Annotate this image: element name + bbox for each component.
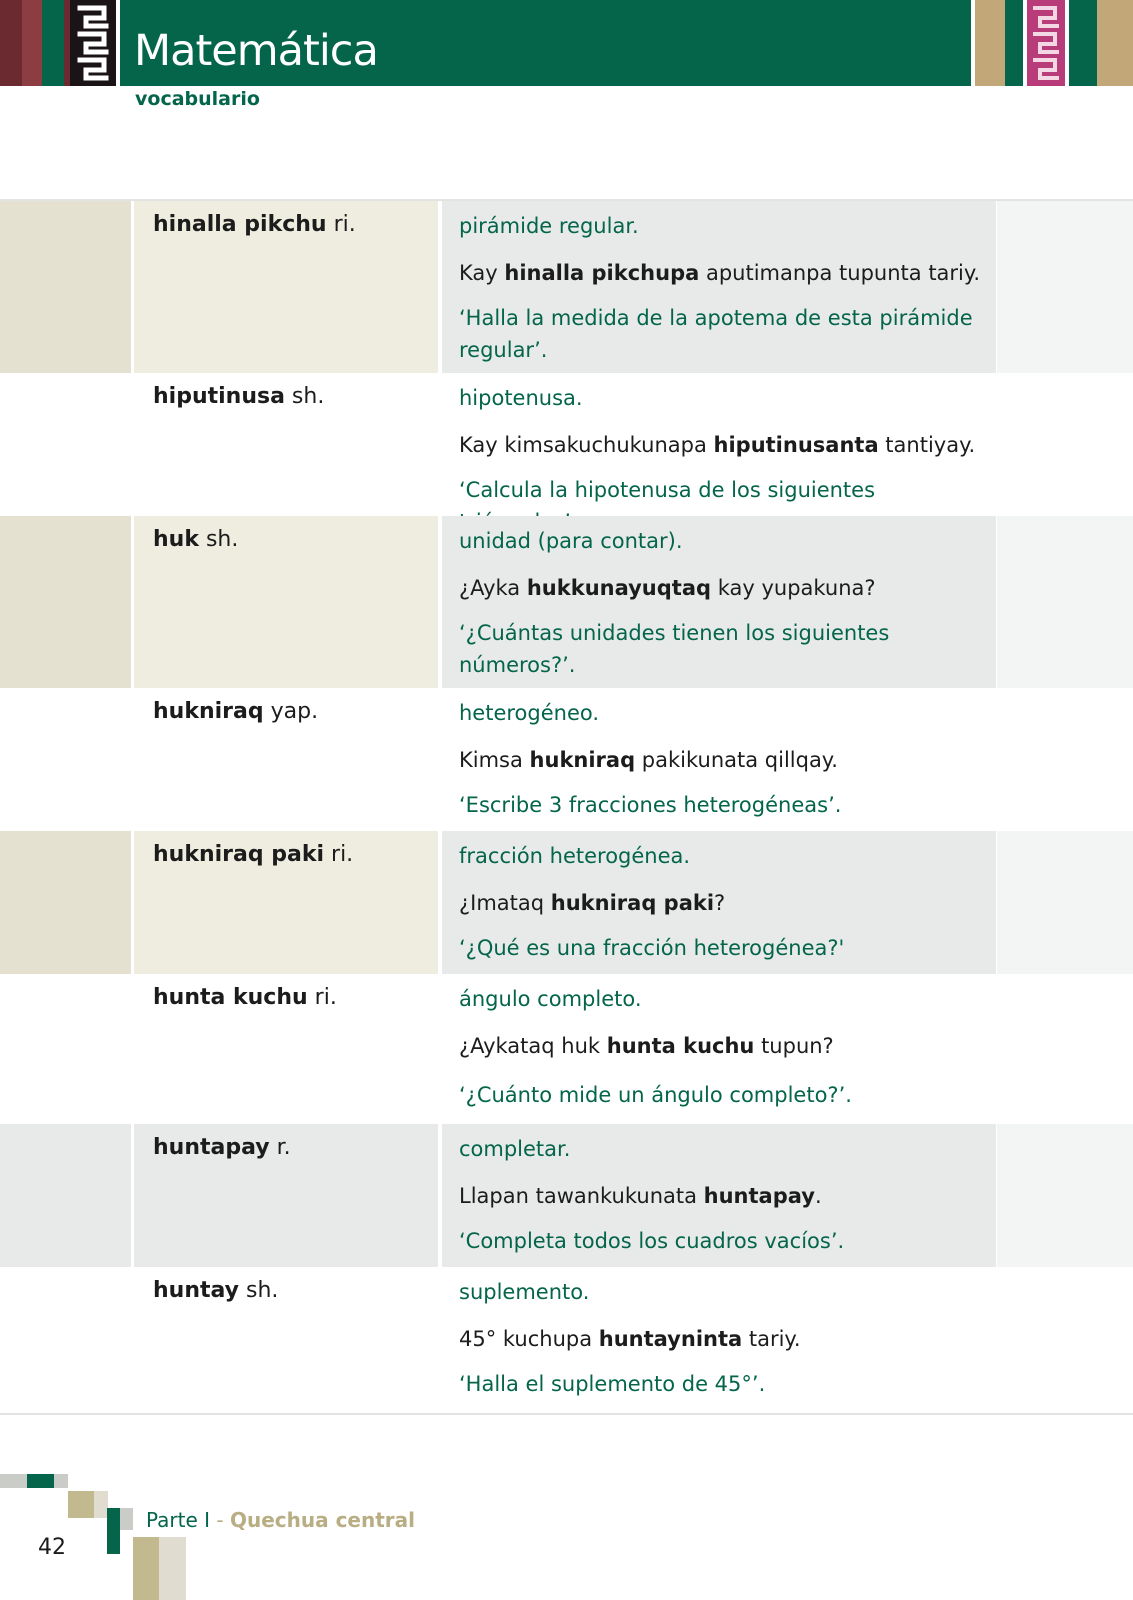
vocabulary-entry [0, 516, 1133, 688]
spanish-definition: unidad (para contar). [459, 529, 683, 553]
vocabulary-entry [0, 974, 1133, 1124]
spanish-translation: ‘¿Cuánto mide un ángulo completo?’. [459, 1083, 852, 1107]
cell-margin [0, 201, 131, 373]
header-stripe [1097, 0, 1133, 86]
page-number: 42 [38, 1535, 66, 1560]
example-highlight: hiputinusanta [713, 433, 879, 457]
term-word: huntay [153, 1278, 240, 1303]
entry-term [153, 985, 337, 1010]
vocabulary-entry [0, 201, 1133, 373]
example-text: aputimanpa tupunta tariy. [699, 261, 980, 285]
cell-margin [0, 516, 131, 688]
entry-body [459, 1277, 994, 1400]
spanish-definition: hipotenusa. [459, 386, 583, 410]
spanish-translation: ‘Escribe 3 fracciones heterogéneas’. [459, 793, 842, 817]
footer-square [68, 1491, 94, 1518]
example-text: Kay [459, 261, 505, 285]
entry-body [459, 383, 994, 538]
example-highlight: hinalla pikchupa [504, 261, 700, 285]
entry-term [153, 1278, 278, 1303]
entry-body [459, 698, 994, 821]
example-text: Llapan tawankukunata [459, 1184, 704, 1208]
part-of-speech: yap. [263, 699, 319, 724]
vocabulary-entry [0, 1267, 1133, 1412]
footer-square [159, 1537, 186, 1600]
part-of-speech: ri. [307, 985, 337, 1010]
spanish-translation: ‘Completa todos los cuadros vacíos’. [459, 1229, 845, 1253]
title-banner [120, 0, 971, 86]
entry-term [153, 384, 324, 409]
cell-margin [997, 1124, 1133, 1267]
part-of-speech: r. [269, 1135, 291, 1160]
term-word: hunta kuchu [153, 985, 308, 1010]
footer-language: Quechua central [229, 1508, 416, 1532]
entry-body [459, 211, 994, 366]
entry-body [459, 1134, 994, 1257]
spanish-translation: ‘Halla la medida de la apotema de esta pirámide regular’. [459, 306, 973, 362]
cell-margin [997, 831, 1133, 974]
example-text: ¿Ayka [459, 576, 527, 600]
example-highlight: hukniraq [529, 748, 636, 772]
cell-margin [0, 1124, 131, 1267]
example-text: tariy. [742, 1327, 801, 1351]
footer-square [54, 1474, 68, 1488]
table-divider [0, 1413, 1133, 1415]
header-stripe [22, 0, 42, 86]
example-text: 45° kuchupa [459, 1327, 599, 1351]
entry-body [459, 984, 994, 1111]
example-text: ¿Imataq [459, 891, 551, 915]
example-highlight: huntapay [703, 1184, 815, 1208]
footer-label [146, 1508, 415, 1532]
quechua-example [459, 258, 994, 288]
term-word: huk [153, 527, 199, 552]
footer-square [120, 1508, 133, 1530]
spanish-translation: ‘Halla el suplemento de 45°’. [459, 1372, 766, 1396]
part-of-speech: sh. [284, 384, 325, 409]
vocabulary-entry [0, 688, 1133, 831]
spanish-translation: ‘¿Cuántas unidades tienen los siguientes números?’. [459, 621, 890, 677]
part-of-speech: ri. [324, 842, 354, 867]
term-word: hinalla pikchu [153, 212, 327, 237]
example-text: Kay kimsakuchukunapa [459, 433, 714, 457]
spanish-definition: completar. [459, 1137, 571, 1161]
vocabulary-entry [0, 1124, 1133, 1267]
footer-separator: - [210, 1508, 230, 1532]
example-text: tupun? [754, 1034, 834, 1058]
footer-part: Parte I [146, 1508, 211, 1532]
header-stripe [1069, 0, 1097, 86]
entry-body [459, 526, 994, 681]
cell-margin [997, 201, 1133, 373]
entry-term [153, 1135, 291, 1160]
term-word: hiputinusa [153, 384, 285, 409]
spanish-translation: ‘Calcula la hipotenusa de los siguientes [459, 478, 876, 502]
header-pattern-block [1027, 0, 1065, 86]
header-stripe [0, 0, 22, 86]
header-stripe [42, 0, 64, 86]
entry-term [153, 212, 356, 237]
example-highlight: hukniraq paki [550, 891, 715, 915]
example-text: ? [714, 891, 726, 915]
part-of-speech: sh. [239, 1278, 279, 1303]
vocabulary-entry [0, 373, 1133, 516]
quechua-example [459, 1181, 994, 1211]
example-highlight: huntayninta [598, 1327, 743, 1351]
quechua-example [459, 573, 994, 603]
example-text: Kimsa [459, 748, 530, 772]
part-of-speech: ri. [326, 212, 356, 237]
footer-square [133, 1537, 159, 1600]
quechua-example [459, 1031, 994, 1061]
entry-body [459, 841, 994, 964]
term-word: huntapay [153, 1135, 270, 1160]
spanish-definition: suplemento. [459, 1280, 590, 1304]
quechua-example [459, 1324, 994, 1354]
cell-margin [0, 831, 131, 974]
vocabulary-entry [0, 831, 1133, 974]
page-header [0, 0, 1133, 86]
spanish-definition: fracción heterogénea. [459, 844, 691, 868]
spanish-definition: heterogéneo. [459, 701, 600, 725]
example-highlight: hukkunayuqtaq [526, 576, 712, 600]
footer-square [27, 1474, 54, 1488]
example-text: . [814, 1184, 822, 1208]
header-pattern-block [70, 0, 116, 86]
vocabulary-table [0, 201, 1133, 1412]
section-subtitle: vocabulario [135, 88, 260, 110]
header-stripe [1005, 0, 1023, 86]
stepped-wave-pattern-icon [1027, 0, 1065, 86]
example-text: kay yupakuna? [711, 576, 876, 600]
stepped-wave-pattern-icon [70, 0, 116, 86]
quechua-example [459, 430, 994, 460]
example-text: ¿Aykataq huk [459, 1034, 607, 1058]
cell-margin [997, 516, 1133, 688]
entry-term [153, 527, 238, 552]
spanish-definition: ángulo completo. [459, 987, 642, 1011]
term-word: hukniraq [153, 699, 264, 724]
spanish-definition: pirámide regular. [459, 214, 639, 238]
term-word: hukniraq paki [153, 842, 325, 867]
header-stripe [975, 0, 1005, 86]
example-text: tantiyay. [878, 433, 976, 457]
part-of-speech: sh. [198, 527, 239, 552]
quechua-example [459, 745, 994, 775]
entry-term [153, 699, 318, 724]
entry-term [153, 842, 353, 867]
spanish-translation: ‘¿Qué es una fracción heterogénea?' [459, 936, 845, 960]
footer-square [107, 1508, 120, 1554]
footer-square [0, 1474, 27, 1488]
quechua-example [459, 888, 994, 918]
page-title: Matemática [134, 26, 378, 76]
footer-square [94, 1491, 108, 1518]
example-text: pakikunata qillqay. [635, 748, 838, 772]
example-highlight: hunta kuchu [606, 1034, 755, 1058]
